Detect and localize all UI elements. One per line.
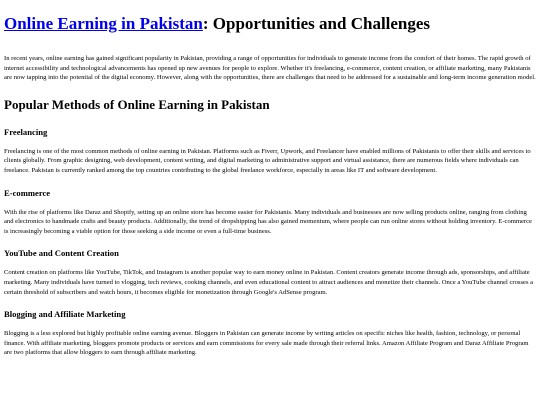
subsection-body-ecommerce: With the rise of platforms like Daraz and Shopify, setting up an online store has become easier for Pakistanis. Many individuals and businesses are now selling products online, ranging from clothing and electronics to handmade crafts and beauty products. Additionally, the trend of dropshipping has also gained momentum, where people can run online stores without holding inventory. E-commerce is increasingly becoming a viable option for those seeking a side income or even a full-time business.	[4, 208, 532, 235]
subsection-heading-freelancing: Freelancing	[4, 126, 48, 137]
subsection-heading-blogging: Blogging and Affiliate Marketing	[4, 309, 126, 320]
subsection-body-blogging: Blogging is a less explored but highly profitable online earning avenue. Bloggers in Pakistan can generate income by writing articles on specific niches like health, fashion, technology, or personal finance. With affiliate marketing, bloggers promote products or services and earn commissions for every sale made through their referral links. Amazon Affiliate Program and Daraz Affiliate Program are two platforms that allow bloggers to earn through affiliate marketing.	[4, 330, 529, 357]
title-link[interactable]: Online Earning in Pakistan	[4, 14, 203, 33]
subsection-body-freelancing: Freelancing is one of the most common methods of online earning in Pakistan. Platforms such as Fiverr, Upwork, and Freelancer have enabled millions of Pakistanis to offer their skills and services to clients globally. From graphic designing, web development, content writing, and digital marketing to administrative support and virtual assistance, there are numerous fields where individuals can freelance. Pakistan is currently ranked among the top countries contributing to the global freelance workforce, especially in areas like IT and software development.	[4, 147, 531, 174]
page-title	[4, 14, 536, 34]
intro-paragraph: In recent years, online earning has gained significant popularity in Pakistan, providing a range of opportunities for individuals to generate income from the comfort of their homes. The rapid growth of internet accessibility and technological advancements has opened up new avenues for people to explore. Whether it's freelancing, e-commerce, content creation, or affiliate marketing, many Pakistanis are now tapping into the potential of the digital economy. However, along with the opportunities, there are challenges that need to be addressed for a sustainable and long-term income generation model.	[4, 55, 536, 82]
subsection-heading-ecommerce: E-commerce	[4, 187, 51, 198]
title-rest: : Opportunities and Challenges	[202, 14, 431, 33]
subsection-heading-youtube: YouTube and Content Creation	[4, 248, 119, 259]
subsection-body-youtube: Content creation on platforms like YouTube, TikTok, and Instagram is another popular way to earn money online in Pakistan. Content creators generate income through ads, sponsorships, and affiliate marketing. Many individuals have turned to vlogging, tech reviews, cooking channels, and even educational content to attract audiences and monetize their channels. Once a YouTube channel crosses a certain threshold of subscribers and watch hours, it becomes eligible for monetization through Google's AdSense program.	[4, 269, 534, 296]
section-heading: Popular Methods of Online Earning in Pakistan	[4, 96, 270, 112]
